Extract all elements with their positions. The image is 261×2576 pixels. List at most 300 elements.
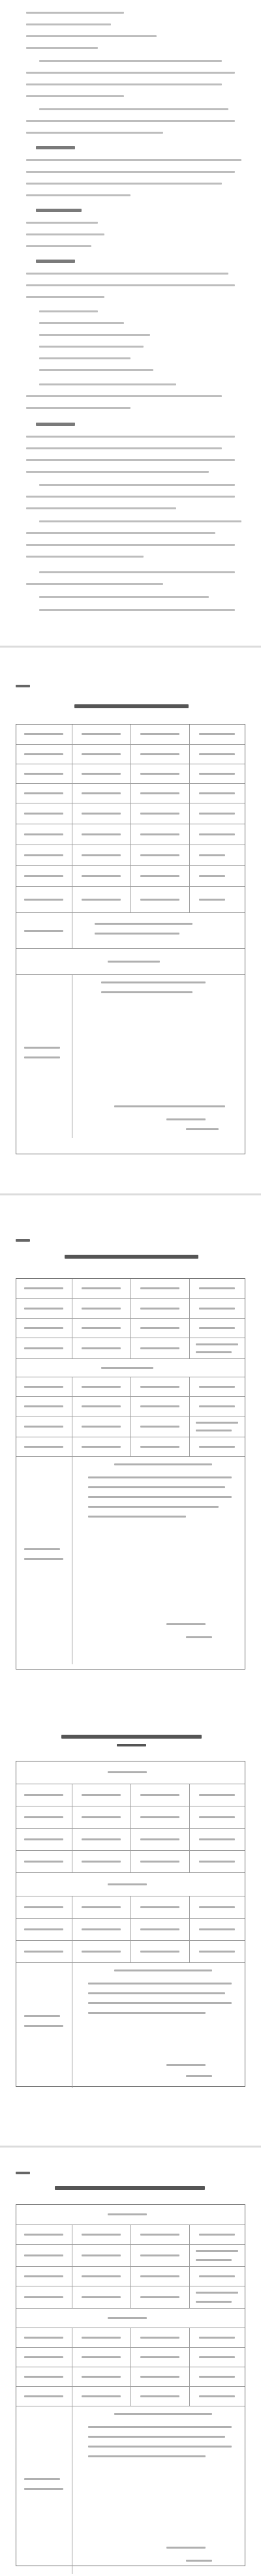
application-table xyxy=(16,1761,245,2087)
text-line xyxy=(26,23,111,25)
text-line xyxy=(26,35,157,37)
text-line xyxy=(39,346,144,348)
cell-text xyxy=(199,2395,235,2397)
cell-text xyxy=(199,1405,235,1407)
text-line xyxy=(39,310,98,312)
cell-divider xyxy=(130,2328,131,2348)
cell-divider xyxy=(189,2348,190,2367)
cell-text xyxy=(82,1838,121,1840)
cell-text xyxy=(82,833,121,835)
cell-divider xyxy=(130,824,131,845)
cell-divider xyxy=(189,1279,190,1298)
cell-divider xyxy=(130,745,131,764)
cell-text xyxy=(186,2075,212,2077)
cell-text xyxy=(140,854,179,856)
cell-text xyxy=(82,1794,121,1796)
cell-text xyxy=(196,2301,232,2303)
cell-divider xyxy=(130,1829,131,1851)
cell-text xyxy=(24,1816,63,1818)
cell-text xyxy=(24,875,63,877)
text-line xyxy=(26,471,209,473)
cell-text xyxy=(24,2376,63,2378)
cell-divider xyxy=(189,784,190,803)
text-line xyxy=(26,459,235,461)
cell-text xyxy=(140,1906,179,1908)
cell-divider xyxy=(189,803,190,824)
form-title xyxy=(61,1735,202,1739)
cell-divider xyxy=(189,1319,190,1338)
cell-divider xyxy=(189,1416,190,1437)
cell-divider xyxy=(130,845,131,866)
cell-divider xyxy=(130,1299,131,1319)
cell-divider xyxy=(130,1416,131,1437)
cell-text xyxy=(82,733,121,735)
cell-text xyxy=(82,875,121,877)
cell-text xyxy=(82,1816,121,1818)
cell-divider xyxy=(130,2348,131,2367)
cell-text xyxy=(114,1969,212,1971)
cell-divider xyxy=(130,803,131,824)
table-row xyxy=(16,764,245,784)
cell-text xyxy=(82,1386,121,1388)
page-separator xyxy=(0,1193,261,1195)
cell-text xyxy=(199,1816,235,1818)
cell-text xyxy=(82,899,121,901)
table-row xyxy=(16,1279,245,1298)
text-line xyxy=(26,496,235,498)
cell-text xyxy=(95,933,179,935)
cell-divider xyxy=(189,866,190,887)
cell-divider xyxy=(130,1397,131,1416)
cell-text xyxy=(24,854,63,856)
table-row xyxy=(16,1918,245,1941)
cell-text xyxy=(82,1861,121,1863)
cell-text xyxy=(24,1308,63,1310)
text-line xyxy=(39,484,235,486)
text-line xyxy=(26,194,130,196)
cell-text xyxy=(24,930,63,932)
cell-divider xyxy=(130,1784,131,1806)
cell-text xyxy=(140,1838,179,1840)
cell-divider xyxy=(189,1919,190,1941)
cell-divider xyxy=(130,2245,131,2267)
text-line xyxy=(26,273,228,275)
text-line xyxy=(26,447,222,449)
cell-text xyxy=(199,875,225,877)
cell-text xyxy=(82,854,121,856)
table-row xyxy=(16,2347,245,2367)
cell-text xyxy=(199,1308,235,1310)
cell-divider xyxy=(130,1437,131,1457)
cell-text xyxy=(140,1386,179,1388)
cell-text xyxy=(140,1816,179,1818)
cell-text xyxy=(199,1794,235,1796)
table-row xyxy=(16,1318,245,1338)
table-row xyxy=(16,1784,245,1806)
cell-text xyxy=(166,2064,206,2066)
cell-text xyxy=(199,1386,235,1388)
cell-text xyxy=(24,899,63,901)
text-line xyxy=(26,183,222,185)
cell-text xyxy=(24,1928,63,1930)
cell-text xyxy=(140,2234,179,2236)
text-line xyxy=(26,284,235,286)
text-line xyxy=(39,571,235,573)
text-line xyxy=(39,369,153,371)
cell-text xyxy=(114,2413,212,2415)
cell-text xyxy=(88,2436,225,2438)
cell-divider xyxy=(189,1784,190,1806)
cell-divider xyxy=(189,2286,190,2309)
cell-divider xyxy=(189,2267,190,2286)
cell-text xyxy=(24,1794,63,1796)
text-line xyxy=(39,108,228,110)
cell-text xyxy=(24,2356,63,2358)
cell-text xyxy=(88,1506,219,1508)
cell-divider xyxy=(130,784,131,803)
cell-text xyxy=(140,1287,179,1289)
cell-text xyxy=(82,1928,121,1930)
text-line xyxy=(26,233,104,235)
text-line xyxy=(39,609,235,611)
cell-text xyxy=(108,2317,147,2319)
cell-text xyxy=(199,1928,235,1930)
text-line xyxy=(39,60,222,62)
cell-divider xyxy=(130,725,131,744)
text-line xyxy=(26,407,130,409)
cell-text xyxy=(199,854,225,856)
text-line xyxy=(26,83,222,85)
table-row xyxy=(16,824,245,845)
cell-divider xyxy=(189,1829,190,1851)
annex-form-2 xyxy=(16,1239,245,1696)
cell-text xyxy=(24,1287,63,1289)
cell-text xyxy=(186,1636,212,1638)
table-row xyxy=(16,974,245,1138)
table-row xyxy=(16,1872,245,1896)
table-row xyxy=(16,1298,245,1319)
cell-text xyxy=(199,792,235,794)
cell-text xyxy=(140,2337,179,2339)
cell-text xyxy=(140,733,179,735)
cell-text xyxy=(140,1426,179,1428)
cell-text xyxy=(196,1351,232,1353)
cell-text xyxy=(24,1548,60,1550)
cell-text xyxy=(88,2446,232,2448)
cell-text xyxy=(199,733,235,735)
cell-divider xyxy=(130,1319,131,1338)
cell-text xyxy=(24,2254,63,2256)
cell-text xyxy=(140,2296,179,2298)
cell-divider xyxy=(130,1279,131,1298)
form-title xyxy=(65,1255,198,1259)
cell-text xyxy=(82,2356,121,2358)
cell-text xyxy=(82,2254,121,2256)
cell-text xyxy=(24,2488,63,2490)
text-line xyxy=(26,47,98,49)
cell-text xyxy=(199,1287,235,1289)
cell-divider xyxy=(130,866,131,887)
cell-divider xyxy=(130,1851,131,1873)
cell-divider xyxy=(130,2367,131,2387)
document-body xyxy=(0,0,261,626)
cell-text xyxy=(108,1771,147,1773)
table-row xyxy=(16,1896,245,1919)
cell-text xyxy=(95,923,192,925)
form-title xyxy=(74,704,189,708)
cell-text xyxy=(24,733,63,735)
text-line xyxy=(39,383,176,385)
cell-text xyxy=(199,2234,235,2236)
cell-divider xyxy=(130,2286,131,2309)
cell-text xyxy=(166,2547,206,2549)
cell-text xyxy=(199,2356,235,2358)
page-separator xyxy=(0,2146,261,2148)
page-separator xyxy=(0,646,261,648)
cell-text xyxy=(196,1343,238,1345)
text-line xyxy=(39,322,124,324)
cell-text xyxy=(24,2395,63,2397)
cell-text xyxy=(199,899,225,901)
application-table xyxy=(16,1278,245,1670)
cell-text xyxy=(24,2234,63,2236)
cell-text xyxy=(24,1558,63,1560)
table-row xyxy=(16,2224,245,2245)
cell-text xyxy=(24,1347,63,1349)
annex-label xyxy=(16,2172,30,2174)
table-row xyxy=(16,865,245,887)
cell-text xyxy=(24,1047,60,1049)
table-row xyxy=(16,2367,245,2387)
cell-text xyxy=(199,1838,235,1840)
cell-text xyxy=(140,1794,179,1796)
cell-text xyxy=(108,1883,147,1885)
cell-text xyxy=(166,1623,206,1625)
text-line xyxy=(26,507,176,509)
cell-text xyxy=(24,2025,63,2027)
cell-text xyxy=(82,2376,121,2378)
cell-text xyxy=(82,1906,121,1908)
cell-divider xyxy=(189,1437,190,1457)
cell-divider xyxy=(130,1338,131,1359)
cell-text xyxy=(140,1446,179,1448)
cell-text xyxy=(186,1128,219,1130)
cell-text xyxy=(24,792,63,794)
cell-text xyxy=(24,2296,63,2298)
cell-text xyxy=(88,1476,232,1478)
cell-text xyxy=(24,2337,63,2339)
table-row xyxy=(16,1828,245,1851)
cell-text xyxy=(199,2376,235,2378)
cell-text xyxy=(82,2296,121,2298)
cell-text xyxy=(82,2395,121,2397)
cell-text xyxy=(140,899,179,901)
section-heading-line xyxy=(36,209,82,212)
text-line xyxy=(39,520,241,522)
cell-text xyxy=(140,2275,179,2277)
text-line xyxy=(39,596,209,598)
text-line xyxy=(26,159,241,161)
cell-text xyxy=(199,1446,235,1448)
cell-divider xyxy=(130,764,131,784)
table-row xyxy=(16,2386,245,2406)
text-line xyxy=(26,556,144,558)
cell-divider xyxy=(130,1377,131,1397)
section-heading-line xyxy=(36,260,75,263)
cell-divider xyxy=(189,764,190,784)
cell-text xyxy=(140,833,179,835)
cell-text xyxy=(82,1347,121,1349)
table-row xyxy=(16,803,245,824)
cell-divider xyxy=(189,1299,190,1319)
cell-divider xyxy=(189,2367,190,2387)
cell-text xyxy=(88,1983,232,1984)
cell-divider xyxy=(189,1896,190,1919)
cell-text xyxy=(82,813,121,815)
cell-divider xyxy=(189,824,190,845)
table-row xyxy=(16,744,245,764)
cell-text xyxy=(140,1928,179,1930)
cell-text xyxy=(196,2259,232,2261)
cell-text xyxy=(24,1906,63,1908)
cell-divider xyxy=(130,1919,131,1941)
cell-text xyxy=(140,2395,179,2397)
section-heading-line xyxy=(36,146,75,149)
text-line xyxy=(26,120,235,122)
cell-text xyxy=(88,2426,232,2428)
cell-text xyxy=(140,1951,179,1953)
table-row xyxy=(16,1456,245,1664)
cell-text xyxy=(24,1386,63,1388)
cell-text xyxy=(140,1308,179,1310)
cell-divider xyxy=(189,1377,190,1397)
text-line xyxy=(26,544,235,546)
cell-divider xyxy=(189,845,190,866)
cell-text xyxy=(82,1405,121,1407)
cell-text xyxy=(24,813,63,815)
cell-text xyxy=(140,2356,179,2358)
annex-form-1 xyxy=(16,678,245,1180)
cell-text xyxy=(186,2560,212,2562)
cell-divider xyxy=(189,1338,190,1359)
table-row xyxy=(16,2308,245,2328)
annex-label xyxy=(16,685,30,687)
cell-text xyxy=(199,1327,235,1329)
cell-text xyxy=(88,2012,206,2014)
cell-text xyxy=(196,2292,238,2294)
annex-label xyxy=(16,1239,30,1242)
table-row xyxy=(16,1437,245,1457)
text-line xyxy=(39,334,150,336)
cell-divider xyxy=(189,745,190,764)
text-line xyxy=(26,171,235,173)
text-line xyxy=(39,357,130,359)
cell-divider xyxy=(189,1851,190,1873)
cell-text xyxy=(199,2337,235,2339)
table-row xyxy=(16,2205,245,2224)
cell-text xyxy=(199,753,235,755)
text-line xyxy=(26,395,222,397)
cell-text xyxy=(88,2455,206,2457)
cell-text xyxy=(88,2002,232,2004)
cell-divider xyxy=(189,2245,190,2267)
table-row xyxy=(16,1962,245,2088)
cell-divider xyxy=(189,2225,190,2245)
cell-divider xyxy=(189,887,190,913)
cell-text xyxy=(24,1405,63,1407)
cell-text xyxy=(24,833,63,835)
cell-text xyxy=(108,961,160,963)
cell-text xyxy=(24,1056,60,1058)
cell-text xyxy=(199,833,235,835)
text-line xyxy=(26,72,235,74)
cell-text xyxy=(24,1951,63,1953)
text-line xyxy=(26,245,91,247)
cell-text xyxy=(140,2254,179,2256)
cell-text xyxy=(82,2337,121,2339)
annex-form-3 xyxy=(16,1735,245,2100)
table-row xyxy=(16,2286,245,2309)
table-row xyxy=(16,912,245,949)
cell-text xyxy=(114,1105,225,1107)
cell-text xyxy=(82,1308,121,1310)
cell-text xyxy=(101,981,206,983)
cell-divider xyxy=(189,1806,190,1829)
cell-text xyxy=(196,2250,238,2252)
cell-text xyxy=(24,1861,63,1863)
cell-divider xyxy=(130,1806,131,1829)
cell-text xyxy=(24,1838,63,1840)
cell-text xyxy=(196,1422,238,1424)
table-row xyxy=(16,845,245,866)
table-row xyxy=(16,948,245,975)
cell-text xyxy=(82,1327,121,1329)
cell-divider xyxy=(189,2328,190,2348)
cell-text xyxy=(199,1861,235,1863)
cell-text xyxy=(199,813,235,815)
text-line xyxy=(26,436,235,438)
cell-text xyxy=(166,1118,206,1120)
cell-text xyxy=(24,773,63,775)
cell-divider xyxy=(130,2225,131,2245)
cell-text xyxy=(140,813,179,815)
cell-text xyxy=(114,1463,212,1465)
cell-divider xyxy=(130,1941,131,1963)
cell-text xyxy=(140,753,179,755)
table-row xyxy=(16,886,245,913)
annex-form-4 xyxy=(16,2172,245,2569)
cell-divider xyxy=(130,2267,131,2286)
cell-divider xyxy=(130,2387,131,2406)
text-line xyxy=(26,296,104,298)
form-title xyxy=(55,2186,205,2190)
cell-divider xyxy=(189,1397,190,1416)
cell-text xyxy=(199,1906,235,1908)
cell-text xyxy=(88,1496,232,1498)
table-row xyxy=(16,1338,245,1359)
cell-text xyxy=(140,1405,179,1407)
cell-text xyxy=(24,2275,63,2277)
table-row xyxy=(16,1377,245,1397)
cell-text xyxy=(199,1951,235,1953)
cell-text xyxy=(140,792,179,794)
cell-text xyxy=(82,792,121,794)
section-heading-line xyxy=(36,423,75,426)
table-row xyxy=(16,2266,245,2286)
cell-text xyxy=(88,1486,225,1488)
table-row xyxy=(16,1416,245,1437)
cell-divider xyxy=(130,887,131,913)
